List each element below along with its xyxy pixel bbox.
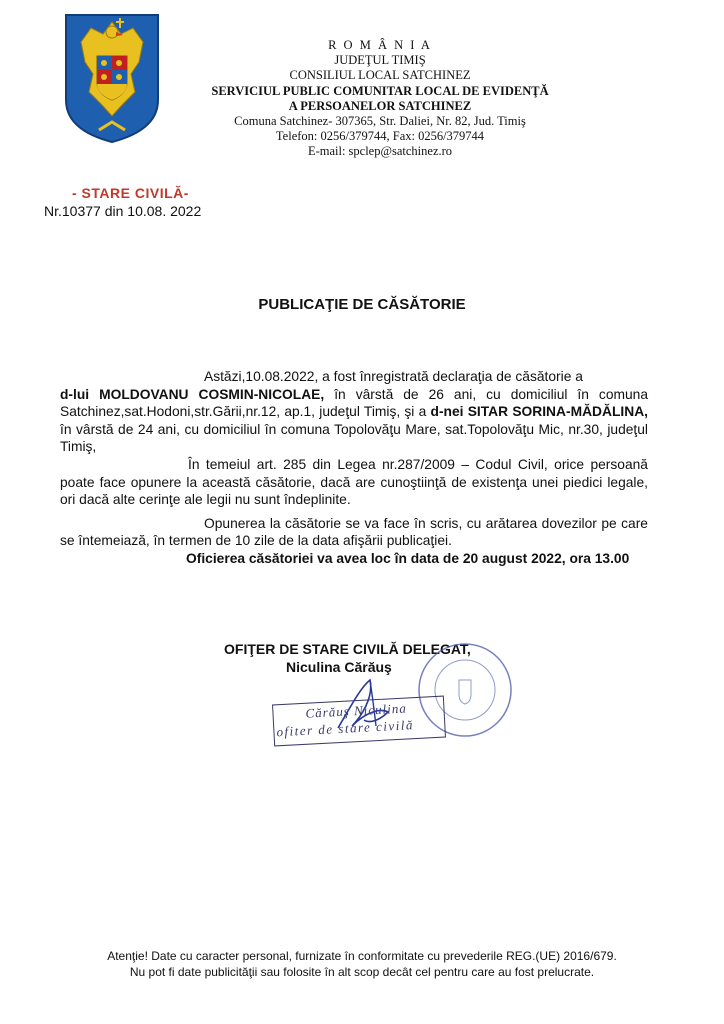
declaration-middle: în vârstă de 26 ani, cu domiciliul în comuna Satchinez,sat.Hodoni,str.Gării,nr.12, ap.1, judeţul Timiş, şi a [60,386,648,420]
header-email: E-mail: spclep@satchinez.ro [307,144,453,159]
header-county: JUDEŢUL TIMIŞ [334,53,426,68]
header-address: Comuna Satchinez- 307365, Str. Daliei, Nr. 82, Jud. Timiş [234,114,526,129]
romania-coat-of-arms-icon [63,12,161,144]
officer-name: Niculina Cărăuş [286,659,392,675]
header-service-line2: A PERSOANELOR SATCHINEZ [288,98,472,113]
stamp-name: Cărăuş Niculina [305,700,408,721]
stamp-title: ofiter de stare civilă [276,717,415,740]
paragraph-declaration [60,386,648,456]
department-label: - STARE CIVILĂ- [72,185,189,201]
privacy-footer [0,948,724,980]
header-phone: Telefon: 0256/379744, Fax: 0256/379744 [275,129,485,144]
header-service-line1: SERVICIUL PUBLIC COMUNITAR LOCAL DE EVIDENŢĂ [211,83,549,98]
document-title: PUBLICAŢIE DE CĂSĂTORIE [258,296,466,313]
institution-header [210,38,550,160]
header-council: CONSILIUL LOCAL SATCHINEZ [289,68,471,83]
footer-line1: Atenţie! Date cu caracter personal, furnizate în conformitate cu prevederile REG.(UE) 2016/679. [107,949,617,963]
footer-line2: Nu pot fi date publicităţii sau folosite în alt scop decât cel pentru care au fost prelucrate. [129,965,595,979]
groom-name: d-lui MOLDOVANU COSMIN-NICOLAE, [60,386,325,402]
paragraph-intro: Astăzi,10.08.2022, a fost înregistrată declaraţia de căsătorie a [204,369,583,384]
declaration-end: în vârstă de 24 ani, cu domiciliul în comuna Topolovăţu Mare, sat.Topolovăţu Mic, nr.30, judeţul Timiş, [60,421,648,455]
paragraph-ceremony: Oficierea căsătoriei va avea loc în data de 20 august 2022, ora 13.00 [186,550,630,566]
signature-icon [330,668,410,738]
bride-name: d-nei SITAR SORINA-MĂDĂLINA, [430,404,648,420]
officer-role: OFIŢER DE STARE CIVILĂ DELEGAT, [224,641,471,657]
paragraph-legal: În temeiul art. 285 din Legea nr.287/2009 – Codul Civil, orice persoană poate face opunere la această căsătorie, dacă are cunoştiinţă de existenţa unei piedici legale, ori dacă alte cerinţe ale legii nu sunt îndeplinite. [60,456,648,508]
paragraph-opposition: Opunerea la căsătorie se va face în scris, cu arătarea dovezilor pe care se întemeiază, în termen de 10 zile de la data afişării publicaţiei. [60,515,648,549]
header-country: R O M Â N I A [328,38,432,52]
document-body [60,368,648,568]
registration-number: Nr.10377 din 10.08. 2022 [44,203,202,219]
